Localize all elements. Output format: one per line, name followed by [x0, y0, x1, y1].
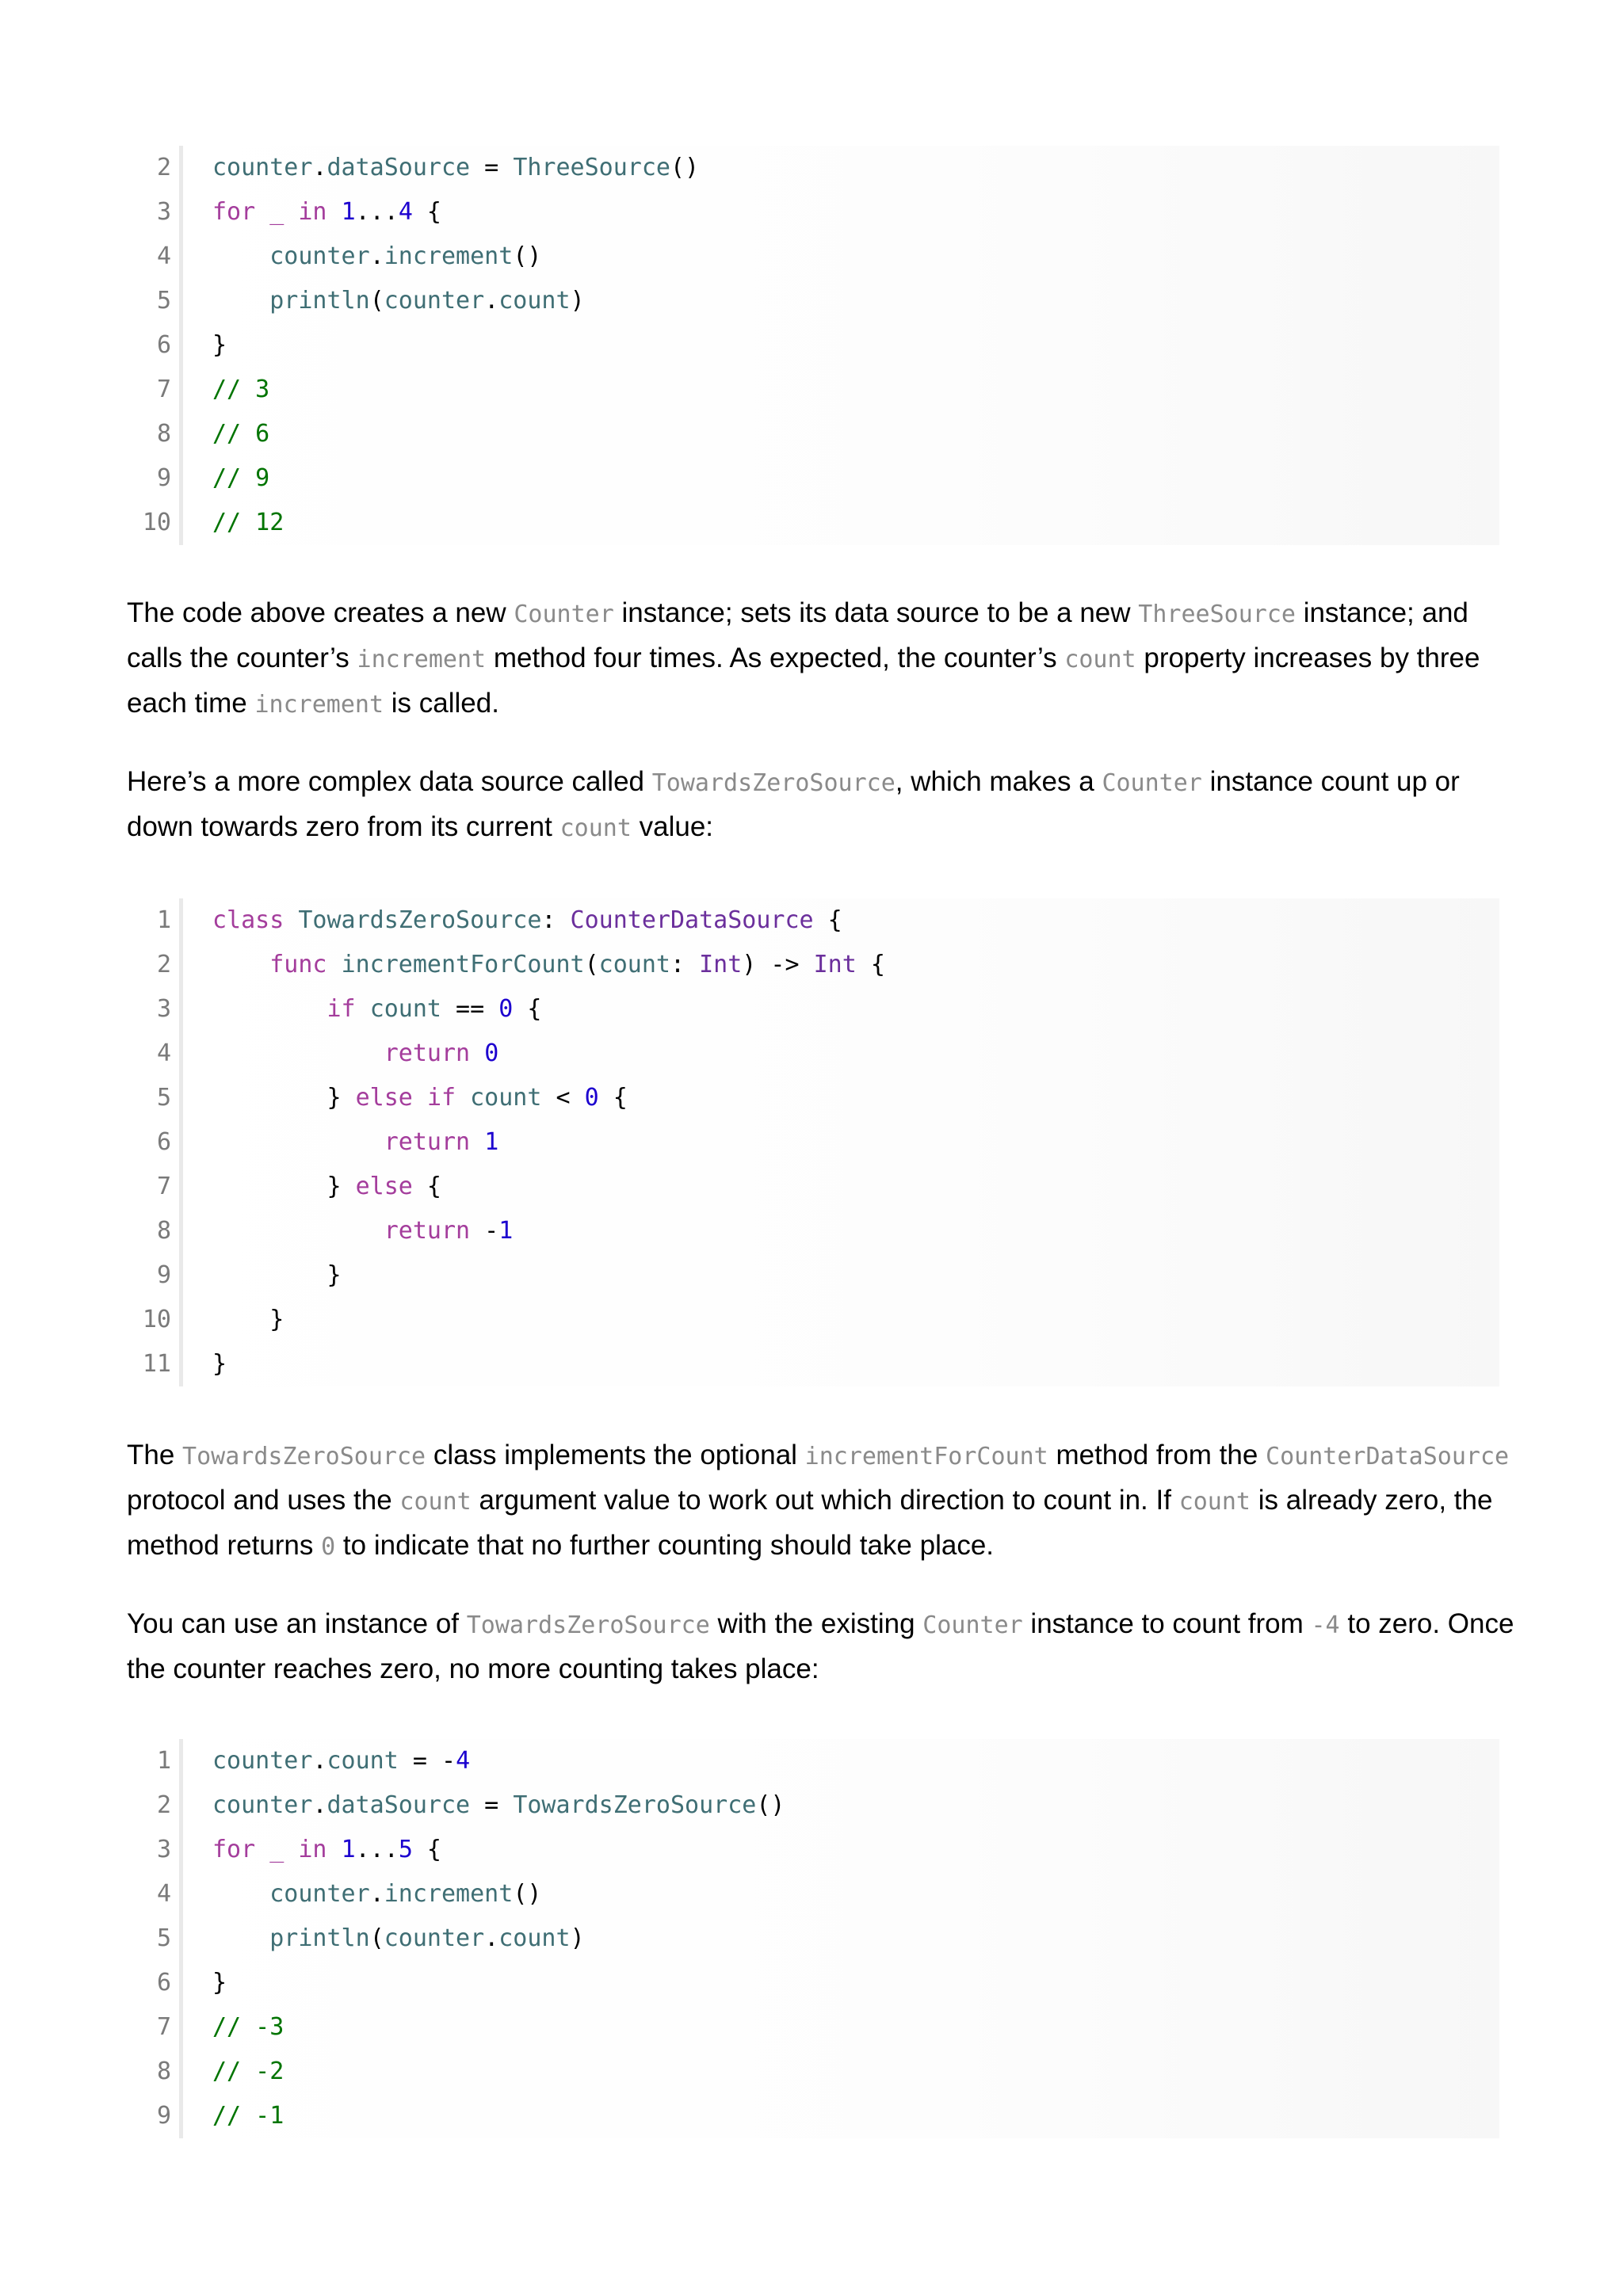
code-token: // -3: [212, 2013, 285, 2041]
code-token: [212, 287, 269, 315]
line-number: 3: [156, 198, 171, 226]
code-token: in: [298, 1836, 327, 1863]
code-token: return: [384, 1217, 471, 1245]
code-line: [136, 1165, 1499, 1209]
inline-code: increment: [357, 646, 487, 673]
code-block-three-source-loop: [136, 146, 1499, 545]
code-token: count: [327, 1747, 399, 1775]
code-token: .: [312, 1791, 327, 1819]
code-text: [212, 943, 885, 987]
code-text: [212, 279, 585, 323]
line-number: 6: [156, 1128, 171, 1156]
code-token: [456, 1084, 470, 1112]
code-token: // 6: [212, 420, 270, 448]
code-token: _: [269, 198, 285, 226]
code-text: [212, 323, 227, 368]
code-text: [212, 1872, 541, 1917]
code-token: }: [212, 1084, 356, 1112]
code-token: {: [856, 951, 885, 978]
code-text: [212, 1961, 227, 2005]
line-number: 6: [156, 1969, 171, 1997]
code-token: }: [212, 331, 227, 359]
code-token: [327, 198, 342, 226]
paragraph-count-from-minus-four: [127, 1602, 1522, 1691]
code-line: [136, 2005, 1499, 2050]
code-token: else: [355, 1084, 413, 1112]
code-token: count: [470, 1084, 542, 1112]
paragraph-text: instance count up or down towards zero from its current: [127, 766, 1460, 842]
code-token: ) ->: [742, 951, 814, 978]
code-token: [212, 995, 327, 1023]
paragraph-text: to zero. Once the counter reaches zero, no more counting takes place:: [127, 1608, 1514, 1684]
code-token: println: [269, 1924, 370, 1952]
code-token: (): [670, 154, 700, 181]
code-text: [212, 146, 699, 190]
code-line: [136, 1298, 1499, 1342]
line-number: 3: [156, 1836, 171, 1863]
code-token: 0: [584, 1084, 599, 1112]
code-token: println: [269, 287, 370, 315]
inline-code: count: [559, 814, 632, 842]
line-number: 9: [156, 1261, 171, 1289]
code-token: {: [813, 906, 842, 934]
code-token: 1: [341, 1836, 356, 1863]
code-token: }: [212, 1173, 356, 1200]
code-token: // -2: [212, 2058, 285, 2085]
code-token: // 12: [212, 509, 285, 536]
code-token: 5: [398, 1836, 413, 1863]
inline-code: increment: [254, 691, 384, 719]
code-token: {: [598, 1084, 628, 1112]
code-line: [136, 1739, 1499, 1783]
code-token: [327, 1836, 342, 1863]
code-line: [136, 943, 1499, 987]
code-text: [212, 2094, 284, 2138]
code-token: :: [670, 951, 700, 978]
code-line: [136, 412, 1499, 456]
paragraph-text: property increases by three each time: [127, 643, 1480, 719]
code-token: [255, 1836, 269, 1863]
line-number: 2: [156, 154, 171, 181]
code-text: [212, 1253, 342, 1298]
code-token: func: [269, 951, 327, 978]
code-token: .: [484, 1924, 499, 1952]
code-token: counter: [269, 1880, 370, 1908]
code-line: [136, 2050, 1499, 2094]
code-line: [136, 323, 1499, 368]
line-number: 10: [142, 509, 171, 536]
code-token: [284, 1836, 298, 1863]
code-text: [212, 412, 269, 456]
code-token: {: [412, 198, 441, 226]
inline-code: Counter: [922, 1611, 1023, 1639]
paragraph-three-source-explanation: [127, 591, 1522, 727]
code-token: count: [498, 1924, 571, 1952]
line-number: 6: [156, 331, 171, 359]
line-number: 8: [156, 2058, 171, 2085]
inline-code: 0: [321, 1533, 336, 1561]
code-line: [136, 190, 1499, 235]
line-number: 2: [156, 1791, 171, 1819]
code-line: [136, 1076, 1499, 1120]
code-line: [136, 1342, 1499, 1386]
code-token: ThreeSource: [513, 154, 670, 181]
inline-code: count: [399, 1488, 472, 1516]
inline-code: count: [1178, 1488, 1251, 1516]
code-token: ...: [355, 198, 399, 226]
code-token: }: [212, 1350, 227, 1378]
code-token: 4: [456, 1747, 471, 1775]
line-number: 5: [156, 1924, 171, 1952]
paragraph-text: instance; sets its data source to be a new: [613, 597, 1139, 628]
code-token: increment: [384, 1880, 514, 1908]
line-number: 5: [156, 287, 171, 315]
code-token: 0: [484, 1039, 499, 1067]
line-number: 10: [142, 1306, 171, 1333]
inline-code: TowardsZeroSource: [182, 1443, 426, 1470]
code-token: for: [212, 1836, 256, 1863]
code-text: [212, 1032, 498, 1076]
code-line: [136, 368, 1499, 412]
code-token: [356, 995, 370, 1023]
code-text: [212, 1209, 513, 1253]
code-token: dataSource: [327, 1791, 471, 1819]
code-token: [212, 1924, 269, 1952]
code-token: [212, 1880, 269, 1908]
line-number: 9: [156, 2102, 171, 2130]
code-block-towards-zero-loop: [136, 1739, 1499, 2138]
inline-code: Counter: [1102, 769, 1202, 797]
code-token: counter: [384, 1924, 485, 1952]
paragraph-text: method four times. As expected, the counter’s: [486, 643, 1065, 673]
code-token: count: [369, 995, 441, 1023]
code-token: [212, 1039, 384, 1067]
code-text: [212, 987, 541, 1032]
paragraph-text: The: [127, 1440, 183, 1470]
code-token: TowardsZeroSource: [513, 1791, 757, 1819]
paragraph-text: value:: [631, 811, 714, 842]
code-token: -: [470, 1217, 499, 1245]
code-line: [136, 501, 1499, 545]
code-token: <: [541, 1084, 585, 1112]
code-token: .: [312, 1747, 327, 1775]
code-token: 1: [498, 1217, 514, 1245]
code-text: [212, 898, 842, 943]
code-token: ...: [355, 1836, 399, 1863]
code-token: .: [369, 1880, 384, 1908]
paragraph-text: You can use an instance of: [127, 1608, 467, 1639]
inline-code: count: [1064, 646, 1136, 673]
code-line: [136, 279, 1499, 323]
code-token: increment: [384, 242, 514, 270]
code-token: ): [570, 287, 585, 315]
code-token: incrementForCount: [341, 951, 585, 978]
line-number: 7: [156, 376, 171, 403]
line-number: 8: [156, 1217, 171, 1245]
code-token: [284, 906, 298, 934]
code-token: // 9: [212, 464, 270, 492]
code-token: [212, 1128, 384, 1156]
code-token: .: [312, 154, 327, 181]
code-text: [212, 501, 284, 545]
code-token: counter: [212, 154, 313, 181]
code-block-towards-zero-class: [136, 898, 1499, 1386]
code-token: (): [513, 242, 542, 270]
paragraph-text: method from the: [1048, 1440, 1266, 1470]
code-text: [212, 1917, 585, 1961]
paragraph-text: is already zero, the method returns: [127, 1485, 1493, 1561]
code-text: [212, 1828, 441, 1872]
code-text: [212, 1783, 785, 1828]
code-token: CounterDataSource: [570, 906, 814, 934]
code-token: else: [355, 1173, 413, 1200]
line-number: 7: [156, 1173, 171, 1200]
code-token: [212, 951, 269, 978]
inline-code: ThreeSource: [1138, 601, 1296, 628]
paragraph-text: instance to count from: [1022, 1608, 1312, 1639]
code-line: [136, 898, 1499, 943]
code-token: count: [598, 951, 670, 978]
paragraph-text: to indicate that no further counting should take place.: [335, 1530, 995, 1561]
code-token: count: [498, 287, 571, 315]
code-line: [136, 1032, 1499, 1076]
code-token: Int: [699, 951, 743, 978]
code-token: [212, 242, 269, 270]
code-text: [212, 2050, 284, 2094]
code-text: [212, 1739, 470, 1783]
inline-code: Counter: [514, 601, 614, 628]
code-text: [212, 1342, 227, 1386]
inline-code: TowardsZeroSource: [651, 769, 896, 797]
line-number: 3: [156, 995, 171, 1023]
code-token: (): [513, 1880, 542, 1908]
code-line: [136, 1209, 1499, 1253]
code-text: [212, 368, 269, 412]
code-token: dataSource: [327, 154, 471, 181]
line-number: 2: [156, 951, 171, 978]
code-token: 0: [498, 995, 514, 1023]
code-line: [136, 1872, 1499, 1917]
code-text: [212, 235, 541, 279]
code-token: {: [513, 995, 542, 1023]
paragraph-towards-zero-intro: [127, 760, 1522, 850]
line-number: 5: [156, 1084, 171, 1112]
code-token: }: [212, 1261, 342, 1289]
code-token: 4: [398, 198, 413, 226]
code-token: ==: [441, 995, 499, 1023]
code-token: TowardsZeroSource: [298, 906, 542, 934]
code-token: :: [541, 906, 571, 934]
paragraph-text: The code above creates a new: [127, 597, 514, 628]
code-token: {: [412, 1836, 441, 1863]
code-token: = -: [398, 1747, 456, 1775]
paragraph-towards-zero-explanation: [127, 1433, 1522, 1569]
code-token: _: [269, 1836, 285, 1863]
code-token: if: [426, 1084, 456, 1112]
line-number: 7: [156, 2013, 171, 2041]
code-text: [212, 1298, 284, 1342]
code-token: if: [327, 995, 356, 1023]
line-number: 8: [156, 420, 171, 448]
paragraph-text: , which makes a: [895, 766, 1102, 797]
inline-code: TowardsZeroSource: [466, 1611, 710, 1639]
line-number: 11: [142, 1350, 171, 1378]
inline-code: incrementForCount: [804, 1443, 1048, 1470]
paragraph-text: argument value to work out which direction to count in. If: [471, 1485, 1179, 1516]
inline-code: -4: [1311, 1611, 1340, 1639]
code-line: [136, 1961, 1499, 2005]
line-number: 1: [156, 906, 171, 934]
code-line: [136, 2094, 1499, 2138]
code-token: =: [470, 154, 514, 181]
code-token: (: [369, 287, 384, 315]
line-number: 4: [156, 242, 171, 270]
code-token: (: [369, 1924, 384, 1952]
paragraph-text: Here’s a more complex data source called: [127, 766, 652, 797]
code-token: [255, 198, 269, 226]
code-token: (: [584, 951, 599, 978]
code-token: counter: [212, 1747, 313, 1775]
code-line: [136, 1917, 1499, 1961]
code-line: [136, 146, 1499, 190]
code-token: (): [756, 1791, 785, 1819]
code-line: [136, 456, 1499, 501]
paragraph-text: instance; and calls the counter’s: [127, 597, 1468, 673]
paragraph-text: class implements the optional: [426, 1440, 805, 1470]
inline-code: CounterDataSource: [1266, 1443, 1510, 1470]
code-token: counter: [384, 287, 485, 315]
code-token: for: [212, 198, 256, 226]
code-token: [284, 198, 298, 226]
code-token: }: [212, 1969, 227, 1997]
code-line: [136, 1120, 1499, 1165]
code-text: [212, 2005, 284, 2050]
paragraph-text: is called.: [384, 688, 499, 719]
code-token: =: [470, 1791, 514, 1819]
code-token: counter: [212, 1791, 313, 1819]
code-token: [327, 951, 342, 978]
code-token: {: [412, 1173, 441, 1200]
code-token: [212, 1217, 384, 1245]
line-number: 1: [156, 1747, 171, 1775]
code-text: [212, 190, 441, 235]
code-token: ): [570, 1924, 585, 1952]
code-text: [212, 1165, 441, 1209]
code-token: 1: [341, 198, 356, 226]
code-token: return: [384, 1128, 471, 1156]
code-token: Int: [813, 951, 857, 978]
code-text: [212, 1120, 498, 1165]
code-line: [136, 1783, 1499, 1828]
code-line: [136, 987, 1499, 1032]
code-line: [136, 235, 1499, 279]
code-token: }: [212, 1306, 285, 1333]
line-number: 4: [156, 1880, 171, 1908]
code-token: [470, 1039, 484, 1067]
code-line: [136, 1828, 1499, 1872]
code-token: counter: [269, 242, 370, 270]
code-token: return: [384, 1039, 471, 1067]
code-token: .: [369, 242, 384, 270]
line-number: 4: [156, 1039, 171, 1067]
paragraph-text: with the existing: [709, 1608, 923, 1639]
code-text: [212, 456, 269, 501]
line-number: 9: [156, 464, 171, 492]
code-token: [470, 1128, 484, 1156]
code-token: class: [212, 906, 285, 934]
code-text: [212, 1076, 628, 1120]
code-token: [413, 1084, 427, 1112]
code-line: [136, 1253, 1499, 1298]
code-token: // 3: [212, 376, 270, 403]
code-token: .: [484, 287, 499, 315]
code-token: 1: [484, 1128, 499, 1156]
paragraph-text: protocol and uses the: [127, 1485, 400, 1516]
code-token: in: [298, 198, 327, 226]
code-token: // -1: [212, 2102, 285, 2130]
